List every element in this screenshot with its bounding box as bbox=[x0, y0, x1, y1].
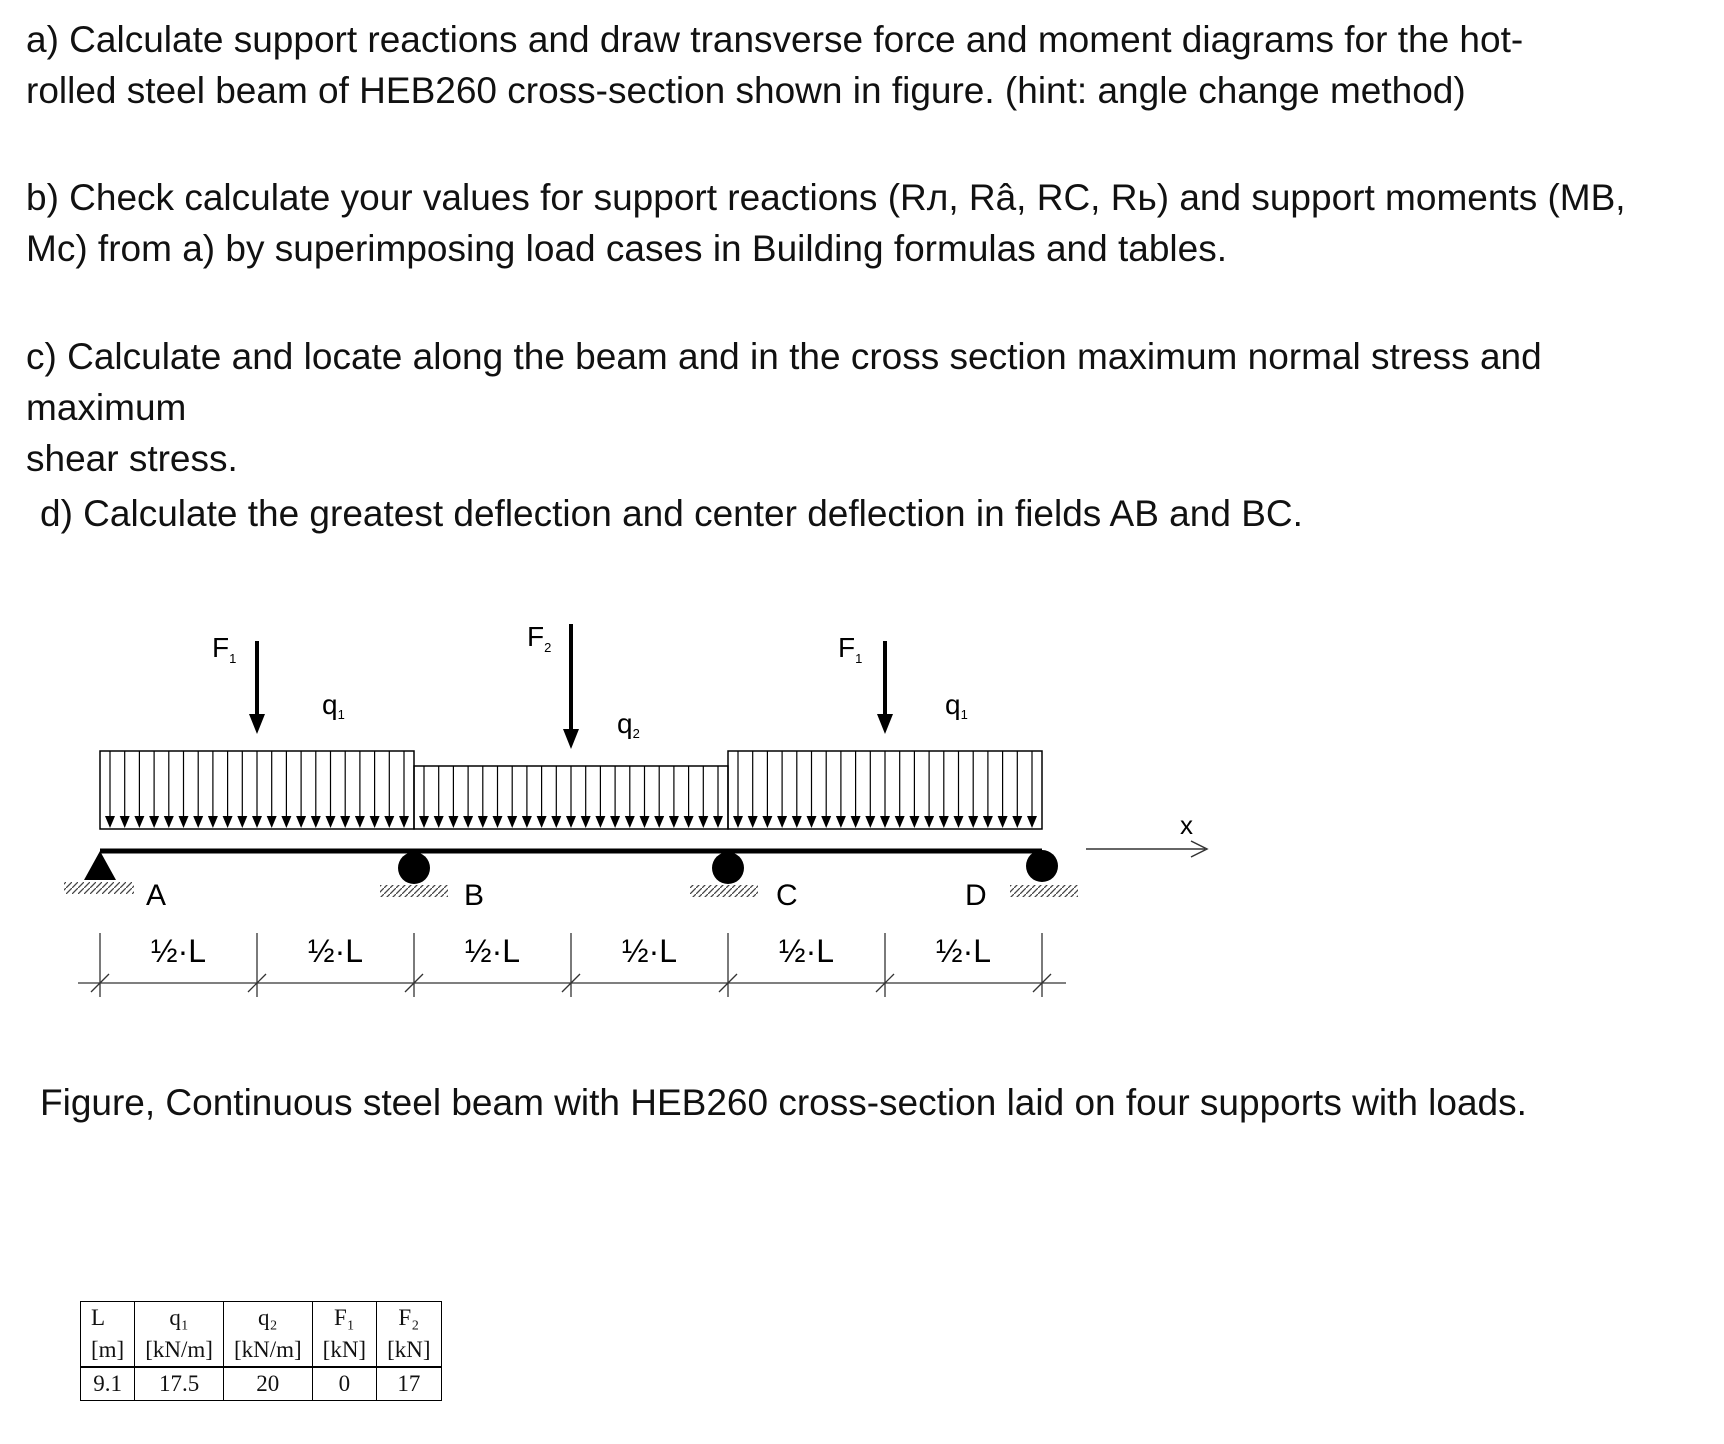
header-f1: F₁ bbox=[312, 1302, 376, 1335]
dimension-label: ½·L bbox=[935, 933, 992, 969]
dimension-label: ½·L bbox=[307, 933, 364, 969]
question-a-line1: a) Calculate support reactions and draw transverse force and moment diagrams for the hot- bbox=[26, 19, 1524, 60]
value-q1: 17.5 bbox=[135, 1367, 224, 1401]
dimension-label: ½·L bbox=[778, 933, 835, 969]
header-f2: F₂ bbox=[377, 1302, 441, 1335]
q2-label: q2 bbox=[617, 708, 640, 741]
q1-left-label: q1 bbox=[322, 689, 345, 722]
header-l: L bbox=[81, 1302, 135, 1335]
question-a-line2: rolled steel beam of HEB260 cross-section shown in figure. (hint: angle change method) bbox=[26, 70, 1466, 111]
value-f1: 0 bbox=[312, 1367, 376, 1401]
question-c-line1: c) Calculate and locate along the beam and in the cross section maximum normal stress and maximum bbox=[26, 336, 1542, 428]
header-q2: q₂ bbox=[223, 1302, 312, 1335]
unit-l: [m] bbox=[81, 1334, 135, 1367]
question-b-line2: Mc) from a) by superimposing load cases in Building formulas and tables. bbox=[26, 228, 1228, 269]
header-q1: q₁ bbox=[135, 1302, 224, 1335]
x-axis-label: x bbox=[1180, 810, 1193, 840]
dimension-label: ½·L bbox=[150, 933, 207, 969]
f2-label: $F_2$ bbox=[527, 621, 552, 655]
value-q2: 20 bbox=[223, 1367, 312, 1401]
value-l: 9.1 bbox=[81, 1367, 135, 1401]
dimension-label: ½·L bbox=[621, 933, 678, 969]
dimension-label: ½·L bbox=[464, 933, 521, 969]
unit-f1: [kN] bbox=[312, 1334, 376, 1367]
support-b-icon bbox=[380, 852, 448, 897]
q1-right-label: q1 bbox=[945, 689, 968, 722]
support-c-label: C bbox=[776, 879, 798, 912]
figure-caption: Figure, Continuous steel beam with HEB260 cross-section laid on four supports with loads. bbox=[40, 1082, 1527, 1123]
point-load-f2 bbox=[563, 624, 579, 749]
unit-f2: [kN] bbox=[377, 1334, 441, 1367]
question-b-line1: b) Check calculate your values for support reactions (Rл, Râ, RC, Rь) and support moments (MB, bbox=[26, 177, 1626, 218]
data-table bbox=[80, 1301, 442, 1401]
question-c-line2: shear stress. bbox=[26, 438, 238, 479]
question-d-line1: d) Calculate the greatest deflection and center deflection in fields AB and BC. bbox=[40, 493, 1303, 534]
point-load-f1-left bbox=[249, 641, 265, 734]
unit-q1: [kN/m] bbox=[135, 1334, 224, 1367]
support-a-label: A bbox=[146, 879, 167, 912]
unit-q2: [kN/m] bbox=[223, 1334, 312, 1367]
distributed-load-arrows bbox=[105, 751, 1037, 828]
support-c-icon bbox=[690, 852, 758, 897]
support-a-icon bbox=[64, 851, 134, 894]
support-b-label: B bbox=[464, 879, 485, 912]
value-f2: 17 bbox=[377, 1367, 441, 1401]
support-d-label: D bbox=[965, 879, 987, 912]
f1-right-label: $F_1$ bbox=[838, 632, 863, 666]
f1-left-label: $F_1$ bbox=[212, 632, 237, 666]
support-d-icon bbox=[1010, 850, 1078, 897]
point-load-f1-right bbox=[877, 641, 893, 734]
dimension-ticks bbox=[91, 933, 1051, 997]
